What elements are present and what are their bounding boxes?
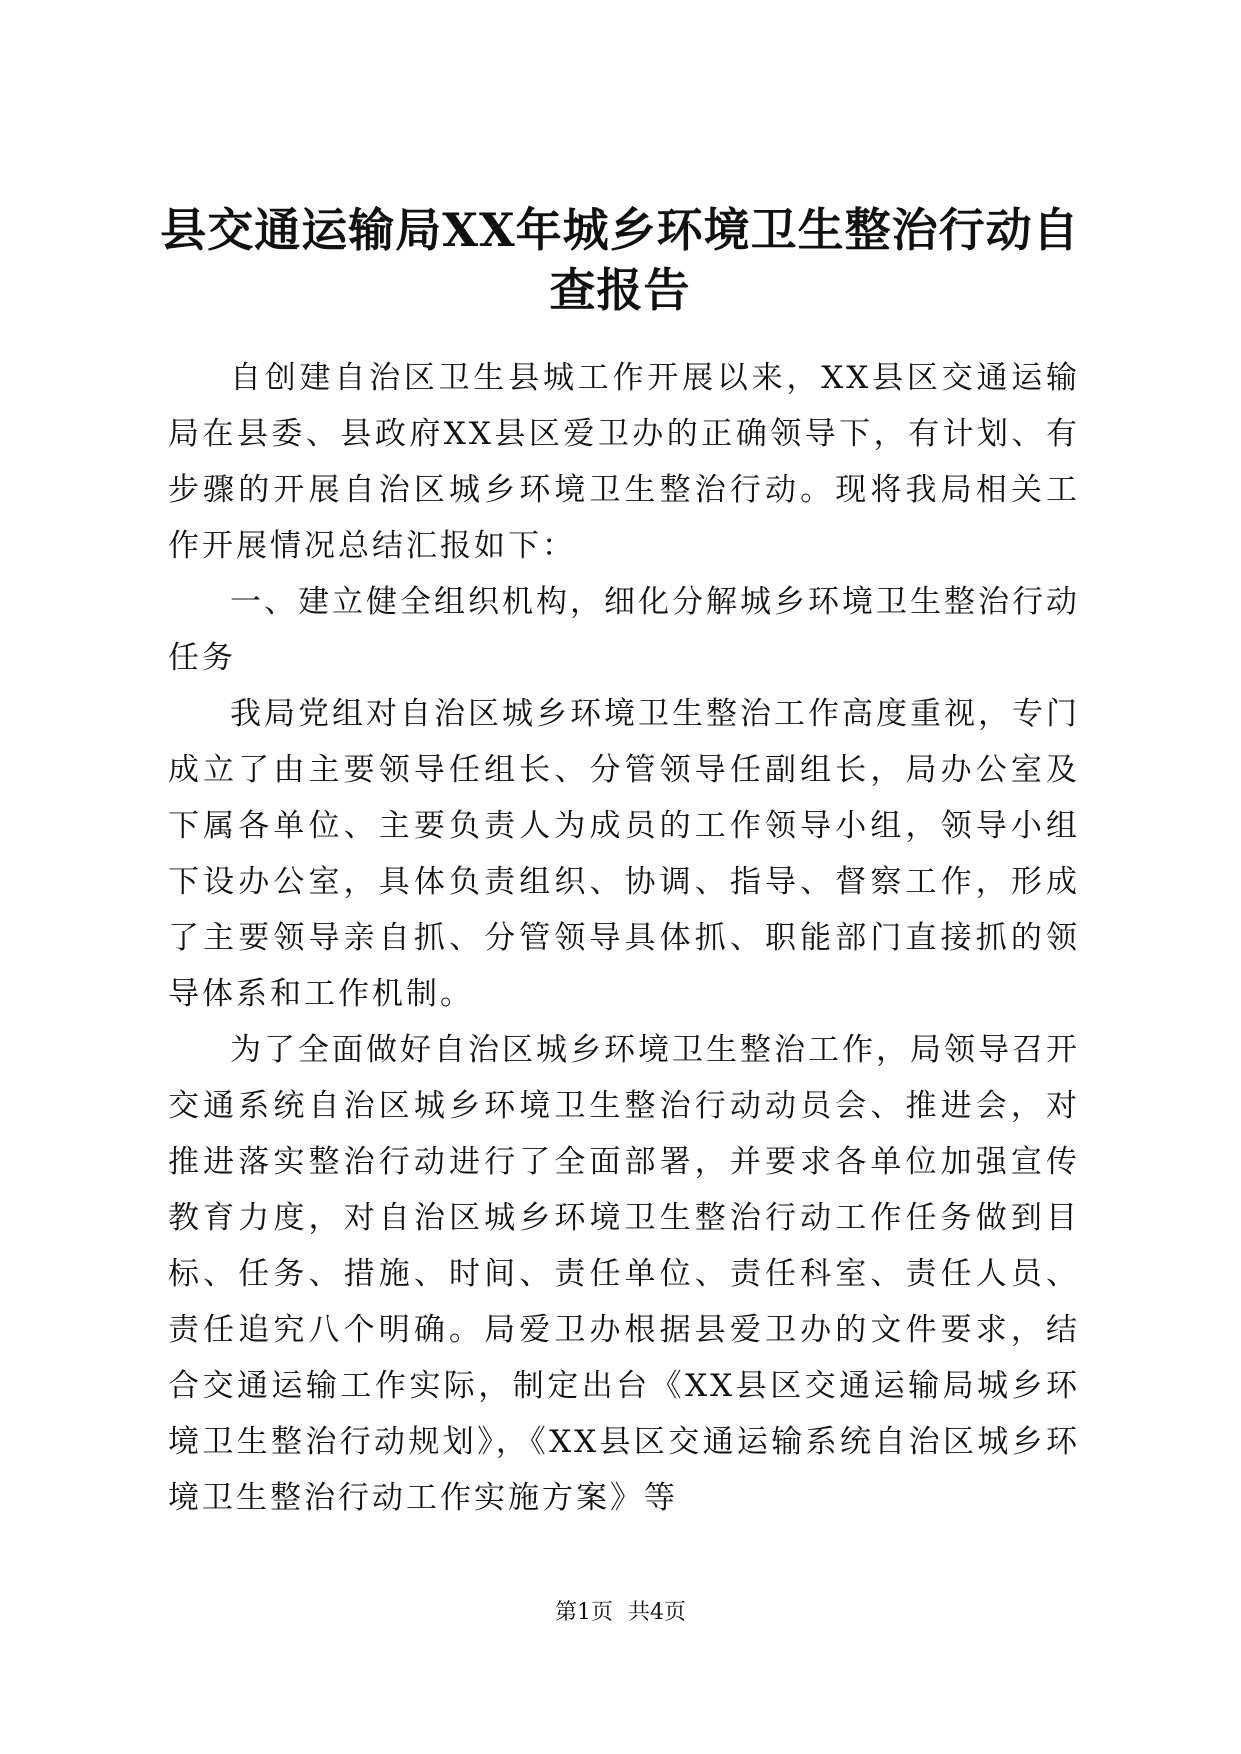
paragraph-deployment: 为了全面做好自治区城乡环境卫生整治工作，局领导召开交通系统自治区城乡环境卫生整治行动动员会、推进会，对推进落实整治行动进行了全面部署，并要求各单位加强宣传教育力度，对自治区城乡环境卫生整治行动工作任务做到目标、任务、措施、时间、责任单位、责任科室、责任人员、责任追究八个明确。局爱卫办根据县爱卫办的文件要求，结合交通运输工作实际，制定出台《XX县区交通运输局城乡环境卫生整治行动规划》，《XX县区交通运输系统自治区城乡环境卫生整治行动工作实施方案》等 bbox=[168, 1032, 1080, 1516]
document-body bbox=[168, 350, 1080, 1526]
paragraph-organization: 我局党组对自治区城乡环境卫生整治工作高度重视，专门成立了由主要领导任组长、分管领导任副组长，局办公室及下属各单位、主要负责人为成员的工作领导小组，领导小组下设办公室，具体负责组织、协调、指导、督察工作，形成了主要领导亲自抓、分管领导具体抓、职能部门直接抓的领导体系和工作机制。 bbox=[168, 696, 1080, 1012]
page-number: 第1页 bbox=[555, 1600, 613, 1625]
page-footer bbox=[0, 1598, 1241, 1628]
section-heading-1: 一、建立健全组织机构，细化分解城乡环境卫生整治行动任务 bbox=[168, 584, 1080, 676]
page-total: 共4页 bbox=[628, 1600, 686, 1625]
paragraph-intro: 自创建自治区卫生县城工作开展以来，XX县区交通运输局在县委、县政府XX县区爱卫办的正确领导下，有计划、有步骤的开展自治区城乡环境卫生整治行动。现将我局相关工作开展情况总结汇报如下： bbox=[168, 360, 1080, 564]
document-title: 县交通运输局XX年城乡环境卫生整治行动自查报告 bbox=[160, 203, 1080, 317]
